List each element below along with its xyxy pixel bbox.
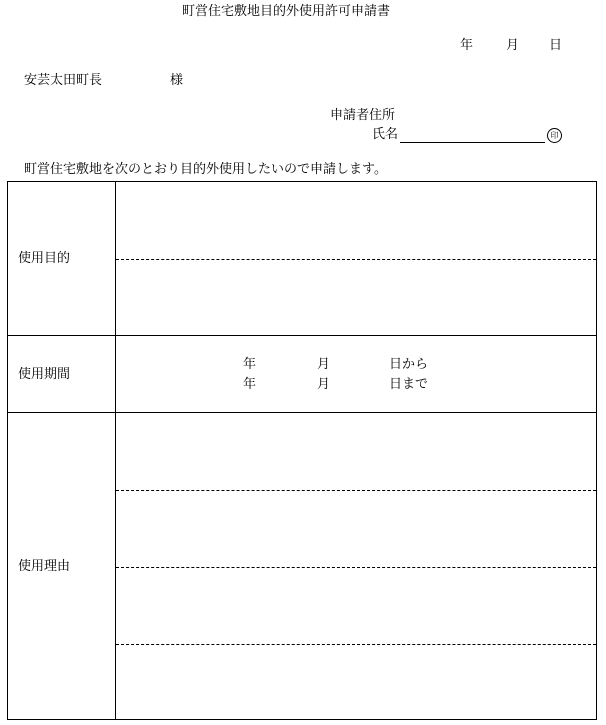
- application-form-table: [7, 181, 597, 720]
- date-day: 日: [549, 38, 563, 53]
- applicant-name-label: 氏名: [372, 127, 399, 142]
- purpose-writing-line[interactable]: [116, 259, 596, 260]
- reason-writing-line[interactable]: [116, 644, 596, 645]
- period-to-year: 年: [243, 377, 257, 392]
- intro-text: 町営住宅敷地を次のとおり目的外使用したいので申請します。: [24, 162, 387, 177]
- addressee-honorific: 様: [170, 73, 184, 88]
- row-divider: [8, 335, 596, 336]
- period-from-month: 月: [317, 357, 331, 372]
- reason-writing-line[interactable]: [116, 567, 596, 568]
- applicant-name-field[interactable]: [400, 142, 545, 143]
- period-label: 使用期間: [18, 367, 71, 382]
- document-title: 町営住宅敷地目的外使用許可申請書: [182, 4, 391, 19]
- applicant-address-label: 申請者住所: [330, 108, 396, 123]
- label-column-divider: [115, 182, 116, 719]
- period-from-day: 日から: [389, 357, 429, 372]
- date-year: 年: [460, 38, 474, 53]
- addressee-name: 安芸太田町長: [24, 73, 103, 88]
- period-to-day: 日まで: [389, 377, 429, 392]
- reason-label: 使用理由: [18, 559, 71, 574]
- purpose-label: 使用目的: [18, 251, 71, 266]
- period-from-year: 年: [243, 357, 257, 372]
- seal-mark: 印: [547, 128, 562, 143]
- row-divider: [8, 412, 596, 413]
- reason-writing-line[interactable]: [116, 490, 596, 491]
- date-month: 月: [506, 38, 520, 53]
- period-to-month: 月: [317, 377, 331, 392]
